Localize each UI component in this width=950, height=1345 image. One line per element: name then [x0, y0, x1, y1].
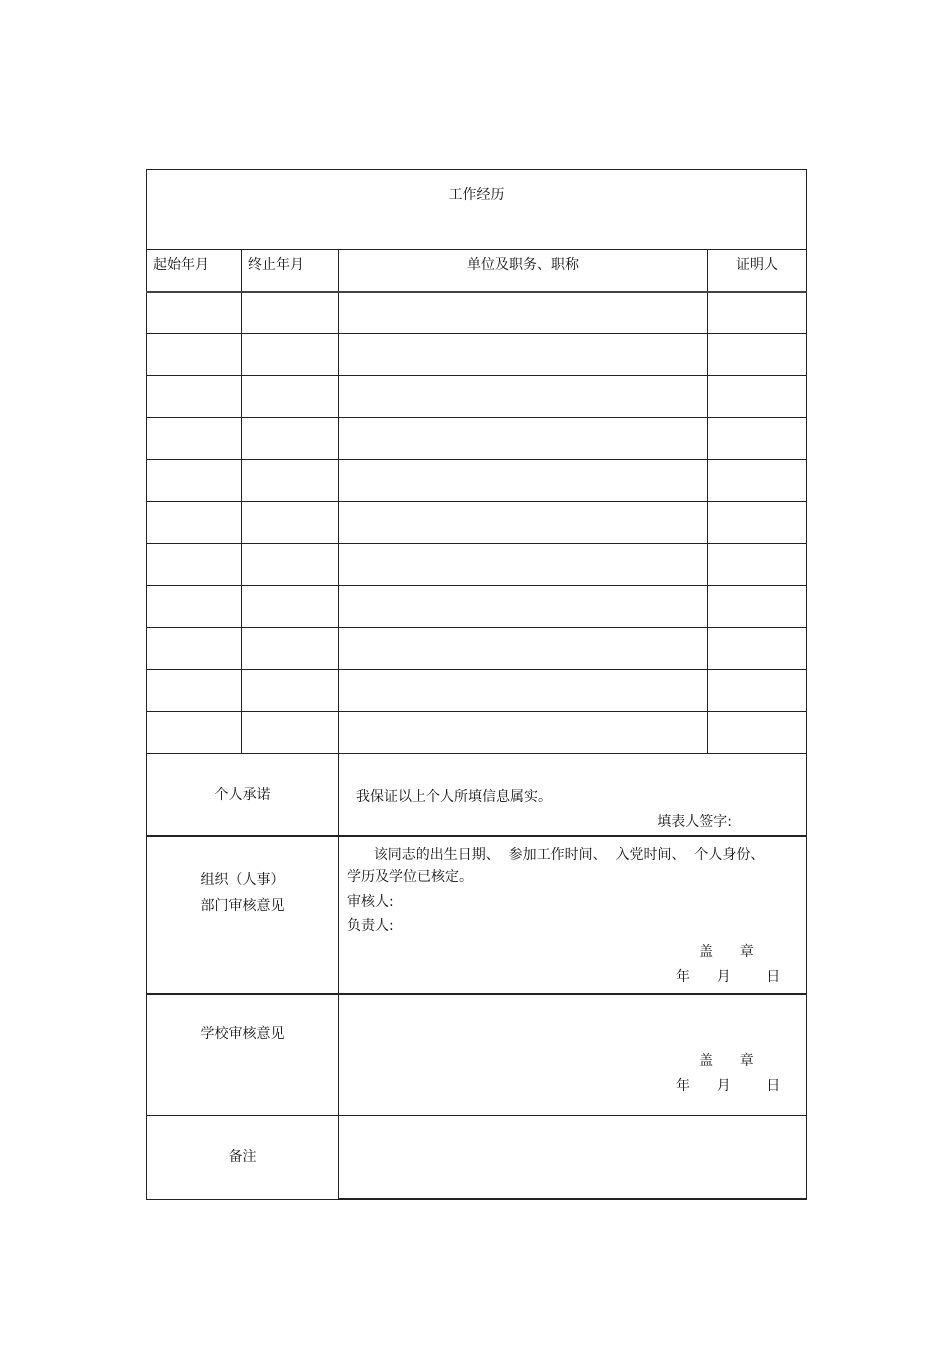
start-date-cell[interactable] — [147, 460, 242, 502]
pledge-statement: 我保证以上个人所填信息属实。 — [356, 789, 552, 805]
org-seal-label: 盖 章 — [699, 944, 754, 960]
witness-cell[interactable] — [708, 628, 807, 670]
witness-cell[interactable] — [708, 586, 807, 628]
school-review-label: 学校审核意见 — [147, 994, 339, 1116]
start-date-cell[interactable] — [147, 418, 242, 460]
end-date-cell[interactable] — [242, 712, 339, 754]
end-date-cell[interactable] — [242, 544, 339, 586]
header-end-date: 终止年月 — [242, 250, 339, 292]
end-date-cell[interactable] — [242, 292, 339, 334]
org-review-text-line1: 该同志的出生日期、 参加工作时间、 入党时间、 个人身份、 — [347, 847, 765, 863]
unit-position-cell[interactable] — [339, 418, 708, 460]
start-date-cell[interactable] — [147, 376, 242, 418]
end-date-cell[interactable] — [242, 502, 339, 544]
witness-cell[interactable] — [708, 502, 807, 544]
remark-body[interactable] — [339, 1116, 807, 1200]
table-row — [147, 418, 807, 460]
table-row — [147, 460, 807, 502]
unit-position-cell[interactable] — [339, 460, 708, 502]
unit-position-cell[interactable] — [339, 292, 708, 334]
end-date-cell[interactable] — [242, 418, 339, 460]
start-date-cell[interactable] — [147, 502, 242, 544]
witness-cell[interactable] — [708, 460, 807, 502]
table-row — [147, 502, 807, 544]
org-date-label: 年 月 日 — [676, 969, 781, 985]
remark-label: 备注 — [147, 1116, 339, 1200]
pledge-label: 个人承诺 — [147, 754, 339, 837]
witness-cell[interactable] — [708, 376, 807, 418]
header-start-date: 起始年月 — [147, 250, 242, 292]
unit-position-cell[interactable] — [339, 628, 708, 670]
table-row — [147, 628, 807, 670]
end-date-cell[interactable] — [242, 460, 339, 502]
chief-label: 负责人: — [347, 918, 394, 934]
witness-cell[interactable] — [708, 292, 807, 334]
end-date-cell[interactable] — [242, 334, 339, 376]
unit-position-cell[interactable] — [339, 586, 708, 628]
start-date-cell[interactable] — [147, 586, 242, 628]
start-date-cell[interactable] — [147, 334, 242, 376]
end-date-cell[interactable] — [242, 376, 339, 418]
unit-position-cell[interactable] — [339, 544, 708, 586]
start-date-cell[interactable] — [147, 670, 242, 712]
start-date-cell[interactable] — [147, 712, 242, 754]
school-date-label: 年 月 日 — [676, 1078, 781, 1094]
org-review-body[interactable] — [339, 836, 807, 994]
end-date-cell[interactable] — [242, 670, 339, 712]
witness-cell[interactable] — [708, 418, 807, 460]
work-history-form — [146, 169, 807, 1200]
table-row — [147, 376, 807, 418]
pledge-row — [147, 754, 807, 837]
unit-position-cell[interactable] — [339, 376, 708, 418]
reviewer-label: 审核人: — [347, 894, 394, 910]
start-date-cell[interactable] — [147, 544, 242, 586]
unit-position-cell[interactable] — [339, 502, 708, 544]
table-row — [147, 712, 807, 754]
start-date-cell[interactable] — [147, 292, 242, 334]
org-review-label-line1: 组织（人事） — [200, 872, 285, 888]
school-review-body[interactable] — [339, 994, 807, 1116]
end-date-cell[interactable] — [242, 628, 339, 670]
table-row — [147, 292, 807, 334]
table-row — [147, 586, 807, 628]
org-review-text-line2: 学历及学位已核定。 — [347, 869, 473, 885]
org-review-label-line2: 部门审核意见 — [200, 898, 285, 914]
pledge-body — [339, 754, 807, 837]
pledge-signature-label: 填表人签字: — [657, 814, 732, 830]
unit-position-cell[interactable] — [339, 712, 708, 754]
header-witness: 证明人 — [708, 250, 807, 292]
remark-row — [147, 1116, 807, 1200]
start-date-cell[interactable] — [147, 628, 242, 670]
witness-cell[interactable] — [708, 712, 807, 754]
org-review-row — [147, 836, 807, 994]
witness-cell[interactable] — [708, 334, 807, 376]
school-review-row — [147, 994, 807, 1116]
form-title: 工作经历 — [147, 170, 807, 250]
unit-position-cell[interactable] — [339, 334, 708, 376]
org-review-label — [147, 836, 339, 994]
unit-position-cell[interactable] — [339, 670, 708, 712]
witness-cell[interactable] — [708, 670, 807, 712]
witness-cell[interactable] — [708, 544, 807, 586]
end-date-cell[interactable] — [242, 586, 339, 628]
table-row — [147, 334, 807, 376]
school-seal-label: 盖 章 — [699, 1053, 754, 1069]
table-row — [147, 670, 807, 712]
header-unit-position: 单位及职务、职称 — [339, 250, 708, 292]
table-row — [147, 544, 807, 586]
